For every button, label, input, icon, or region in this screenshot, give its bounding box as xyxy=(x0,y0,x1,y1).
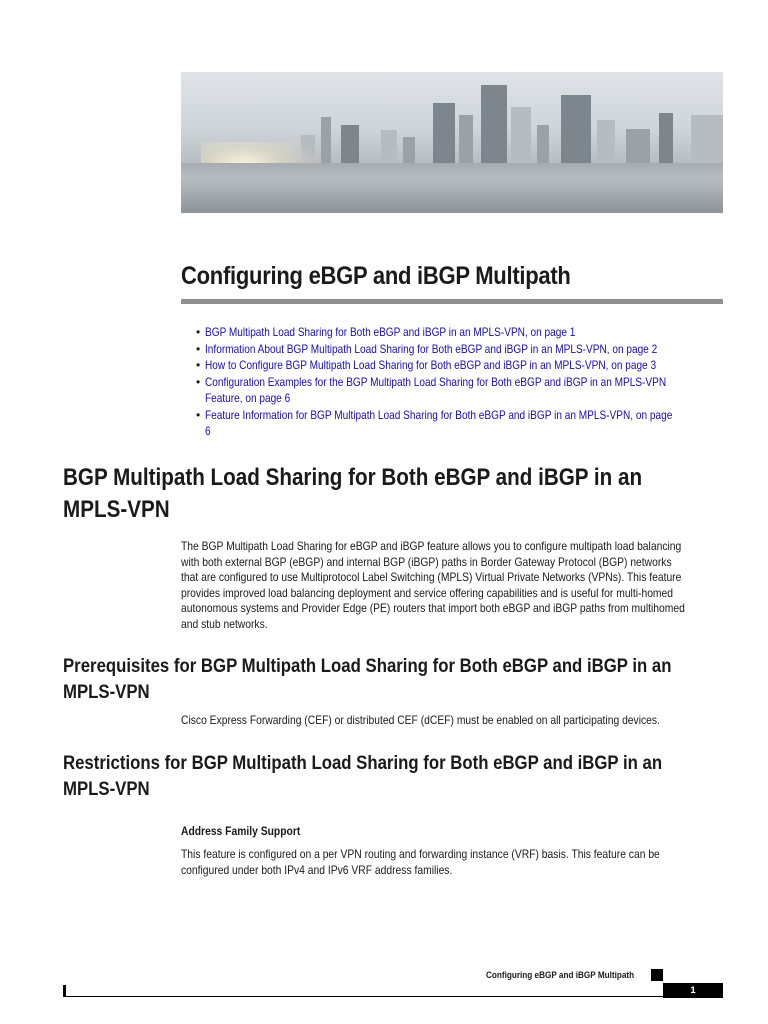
title-rule xyxy=(181,299,723,304)
toc-link[interactable]: • How to Configure BGP Multipath Load Sharing for Both eBGP and iBGP in an MPLS-VPN, on page 3 xyxy=(196,358,657,372)
footer-rule xyxy=(63,996,663,997)
section-restrictions-body: This feature is configured on a per VPN routing and forwarding instance (VRF) basis. This feature can be configured under both IPv4 and IPv6 VRF address families. xyxy=(181,847,660,877)
toc-link-continuation[interactable]: Feature, on page 6 xyxy=(205,391,291,405)
section-main-body: The BGP Multipath Load Sharing for eBGP and iBGP feature allows you to configure multipath load balancing with both external BGP (eBGP) and internal BGP (iBGP) paths in Border Gateway Protocol (BGP) networks that are configured to use Multiprotocol Label Switching (MPLS) Virtual Private Networks (VPNs). This feature provides improved load balancing deployment and service offering capabilities and is useful for multi-homed autonomous systems and Provider Edge (PE) routers that import both eBGP and iBGP paths from multihomed and stub networks. xyxy=(181,539,685,631)
toc-link[interactable]: • Configuration Examples for the BGP Multipath Load Sharing for Both eBGP and iBGP in an MPLS-VPN xyxy=(196,374,667,389)
toc-link[interactable]: • Feature Information for BGP Multipath Load Sharing for Both eBGP and iBGP in an MPLS-VPN, on page xyxy=(196,407,673,422)
document-title: Configuring eBGP and iBGP Multipath xyxy=(181,262,571,290)
footer-document-title: Configuring eBGP and iBGP Multipath xyxy=(486,970,635,981)
subheading-address-family-support: Address Family Support xyxy=(181,824,301,838)
footer-marker xyxy=(651,969,663,981)
toc-link[interactable]: • BGP Multipath Load Sharing for Both eBGP and iBGP in an MPLS-VPN, on page 1 xyxy=(196,325,576,339)
toc-link[interactable]: • Information About BGP Multipath Load Sharing for Both eBGP and iBGP in an MPLS-VPN, on page 2 xyxy=(196,341,658,356)
banner-image xyxy=(181,72,723,213)
footer-page-number: 1 xyxy=(663,983,723,998)
toc-link-continuation[interactable]: 6 xyxy=(205,424,211,438)
table-of-contents xyxy=(196,324,736,440)
section-heading-prerequisites: Prerequisites for BGP Multipath Load Sharing for Both eBGP and iBGP in an MPLS-VPN xyxy=(63,655,672,703)
section-prerequisites-body: Cisco Express Forwarding (CEF) or distributed CEF (dCEF) must be enabled on all participating devices. xyxy=(181,713,660,727)
section-heading-main: BGP Multipath Load Sharing for Both eBGP and iBGP in an MPLS-VPN xyxy=(63,464,643,523)
section-heading-restrictions: Restrictions for BGP Multipath Load Sharing for Both eBGP and iBGP in an MPLS-VPN xyxy=(63,752,663,800)
